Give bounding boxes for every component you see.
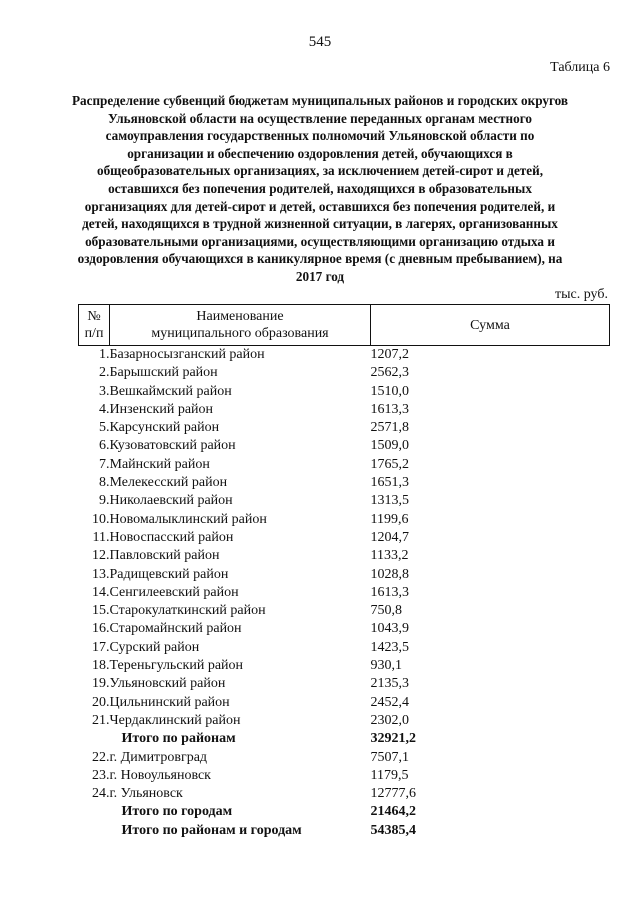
row-name: Радищевский район <box>109 566 229 582</box>
table-row <box>79 785 610 803</box>
row-number: 17. <box>92 639 110 655</box>
table-body <box>79 346 610 841</box>
row-amount: 21464,2 <box>370 804 416 820</box>
table-header-row <box>79 305 610 346</box>
row-amount: 1028,8 <box>370 566 409 582</box>
row-amount: 1199,6 <box>370 511 409 527</box>
document-title: Распределение субвенций бюджетам муниципальных районов и городских округов Ульяновской области на осуществление переданных органам местного самоуправления государственных полномочий Ульяновской области по организации и обеспечению оздоровления детей, обучающихся в общеобразовательных организациях, за исключением детей-сирот и детей, оставшихся без попечения родителей, находящихся в образовательных организациях для детей-сирот и детей, оставшихся без попечения родителей, и детей, находящихся в трудной жизненной ситуации, в лагерях, организованных образовательными организациями, осуществляющими организацию отдыха и оздоровления обучающихся в каникулярное время (с дневным пребыванием), на 2017 год <box>71 93 569 284</box>
table-row <box>79 639 610 657</box>
row-amount: 1179,5 <box>370 767 409 783</box>
row-name: Тереньгульский район <box>109 658 244 674</box>
table-total-row <box>79 822 610 840</box>
row-name: Мелекесский район <box>109 475 228 491</box>
header-number-line2: п/п <box>84 326 104 341</box>
row-amount: 32921,2 <box>370 731 416 747</box>
row-number: 21. <box>92 712 110 728</box>
table-row <box>79 749 610 767</box>
row-number: 8. <box>99 475 110 491</box>
row-name: Новомалыклинский район <box>109 511 267 527</box>
row-number: 14. <box>92 584 110 600</box>
row-name: Старокулаткинский район <box>109 603 266 619</box>
row-amount: 54385,4 <box>370 822 416 838</box>
table-row <box>79 529 610 547</box>
row-name: Новоспасский район <box>109 529 234 545</box>
table-row <box>79 620 610 638</box>
row-name: Барышский район <box>109 365 218 381</box>
row-name: Павловский район <box>109 548 220 564</box>
row-number: 7. <box>99 456 110 472</box>
table-row <box>79 657 610 675</box>
row-number: 1. <box>99 347 110 362</box>
row-name: Базарносызганский район <box>109 347 265 362</box>
row-number: 16. <box>92 621 110 637</box>
row-name: Карсунский район <box>109 420 220 436</box>
table-total-row <box>79 803 610 821</box>
row-amount: 930,1 <box>370 658 402 674</box>
row-number: 12. <box>92 548 110 564</box>
row-name: Сенгилеевский район <box>109 584 239 600</box>
row-name: Цильнинский район <box>109 694 230 710</box>
row-name: Чердаклинский район <box>109 712 241 728</box>
row-amount: 2571,8 <box>370 420 409 436</box>
row-name: Сурский район <box>109 639 200 655</box>
row-amount: 1423,5 <box>370 639 409 655</box>
row-number: 11. <box>92 529 110 545</box>
row-amount: 1509,0 <box>370 438 409 454</box>
row-number: 10. <box>92 511 110 527</box>
header-name-line1: Наименование <box>196 309 284 324</box>
row-name: Итого по районам <box>121 731 236 747</box>
table-row <box>79 456 610 474</box>
table-row <box>79 511 610 529</box>
row-amount: 1613,3 <box>370 401 409 417</box>
row-amount: 1313,5 <box>370 493 409 509</box>
row-amount: 1510,0 <box>370 383 409 399</box>
row-name: Вешкаймский район <box>109 383 232 399</box>
table-label: Таблица 6 <box>550 60 610 75</box>
row-name: Инзенский район <box>109 401 214 417</box>
page-number: 545 <box>308 34 332 50</box>
row-amount: 1613,3 <box>370 584 409 600</box>
table-total-row <box>79 730 610 748</box>
row-amount: 2135,3 <box>370 676 409 692</box>
row-number: 24. <box>92 786 110 802</box>
row-number: 22. <box>92 749 110 765</box>
row-number: 2. <box>99 365 110 381</box>
row-number: 13. <box>92 566 110 582</box>
row-name: Ульяновский район <box>109 676 226 692</box>
row-amount: 2302,0 <box>370 712 409 728</box>
row-amount: 1043,9 <box>370 621 409 637</box>
row-amount: 1204,7 <box>370 529 409 545</box>
table-row <box>79 474 610 492</box>
row-number: 18. <box>92 658 110 674</box>
header-number-line1: № <box>87 309 101 324</box>
row-number: 23. <box>92 767 110 783</box>
units-label: тыс. руб. <box>555 287 608 302</box>
row-number: 5. <box>99 420 110 436</box>
row-name: г. Димитровград <box>109 749 208 765</box>
row-name: Кузоватовский район <box>109 438 236 454</box>
row-name: Итого по городам <box>121 804 233 820</box>
row-name: г. Новоульяновск <box>109 767 211 783</box>
table-row <box>79 401 610 419</box>
row-amount: 12777,6 <box>370 786 416 802</box>
row-number: 20. <box>92 694 110 710</box>
row-name: Итого по районам и городам <box>121 822 302 838</box>
row-number: 6. <box>99 438 110 454</box>
row-amount: 2562,3 <box>370 365 409 381</box>
row-number: 19. <box>92 676 110 692</box>
row-number: 9. <box>99 493 110 509</box>
table-row <box>79 547 610 565</box>
table-row <box>79 346 610 365</box>
table-row <box>79 602 610 620</box>
header-amount: Сумма <box>371 305 610 346</box>
row-amount: 750,8 <box>370 603 402 619</box>
row-name: Майнский район <box>109 456 210 472</box>
row-amount: 1133,2 <box>370 548 409 564</box>
table-row <box>79 767 610 785</box>
table-row <box>79 383 610 401</box>
header-name <box>110 305 371 346</box>
table-row <box>79 712 610 730</box>
row-number: 4. <box>99 401 110 417</box>
row-amount: 2452,4 <box>370 694 409 710</box>
row-name: Старомайнский район <box>109 621 242 637</box>
row-name: Николаевский район <box>109 493 233 509</box>
header-name-line2: муниципального образования <box>151 326 329 341</box>
table-row <box>79 675 610 693</box>
row-number <box>79 730 110 748</box>
row-number <box>79 803 110 821</box>
row-number: 3. <box>99 383 110 399</box>
row-amount: 1765,2 <box>370 456 409 472</box>
row-number <box>79 822 110 840</box>
table-row <box>79 566 610 584</box>
table-row <box>79 492 610 510</box>
row-number: 15. <box>92 603 110 619</box>
row-amount: 1651,3 <box>370 475 409 491</box>
row-amount: 7507,1 <box>370 749 409 765</box>
table-row <box>79 584 610 602</box>
table-row <box>79 364 610 382</box>
row-amount: 1207,2 <box>370 347 409 362</box>
table-row <box>79 419 610 437</box>
table-row <box>79 437 610 455</box>
header-number <box>79 305 110 346</box>
table-row <box>79 694 610 712</box>
subsidy-table <box>78 304 610 840</box>
row-name: г. Ульяновск <box>109 786 183 802</box>
